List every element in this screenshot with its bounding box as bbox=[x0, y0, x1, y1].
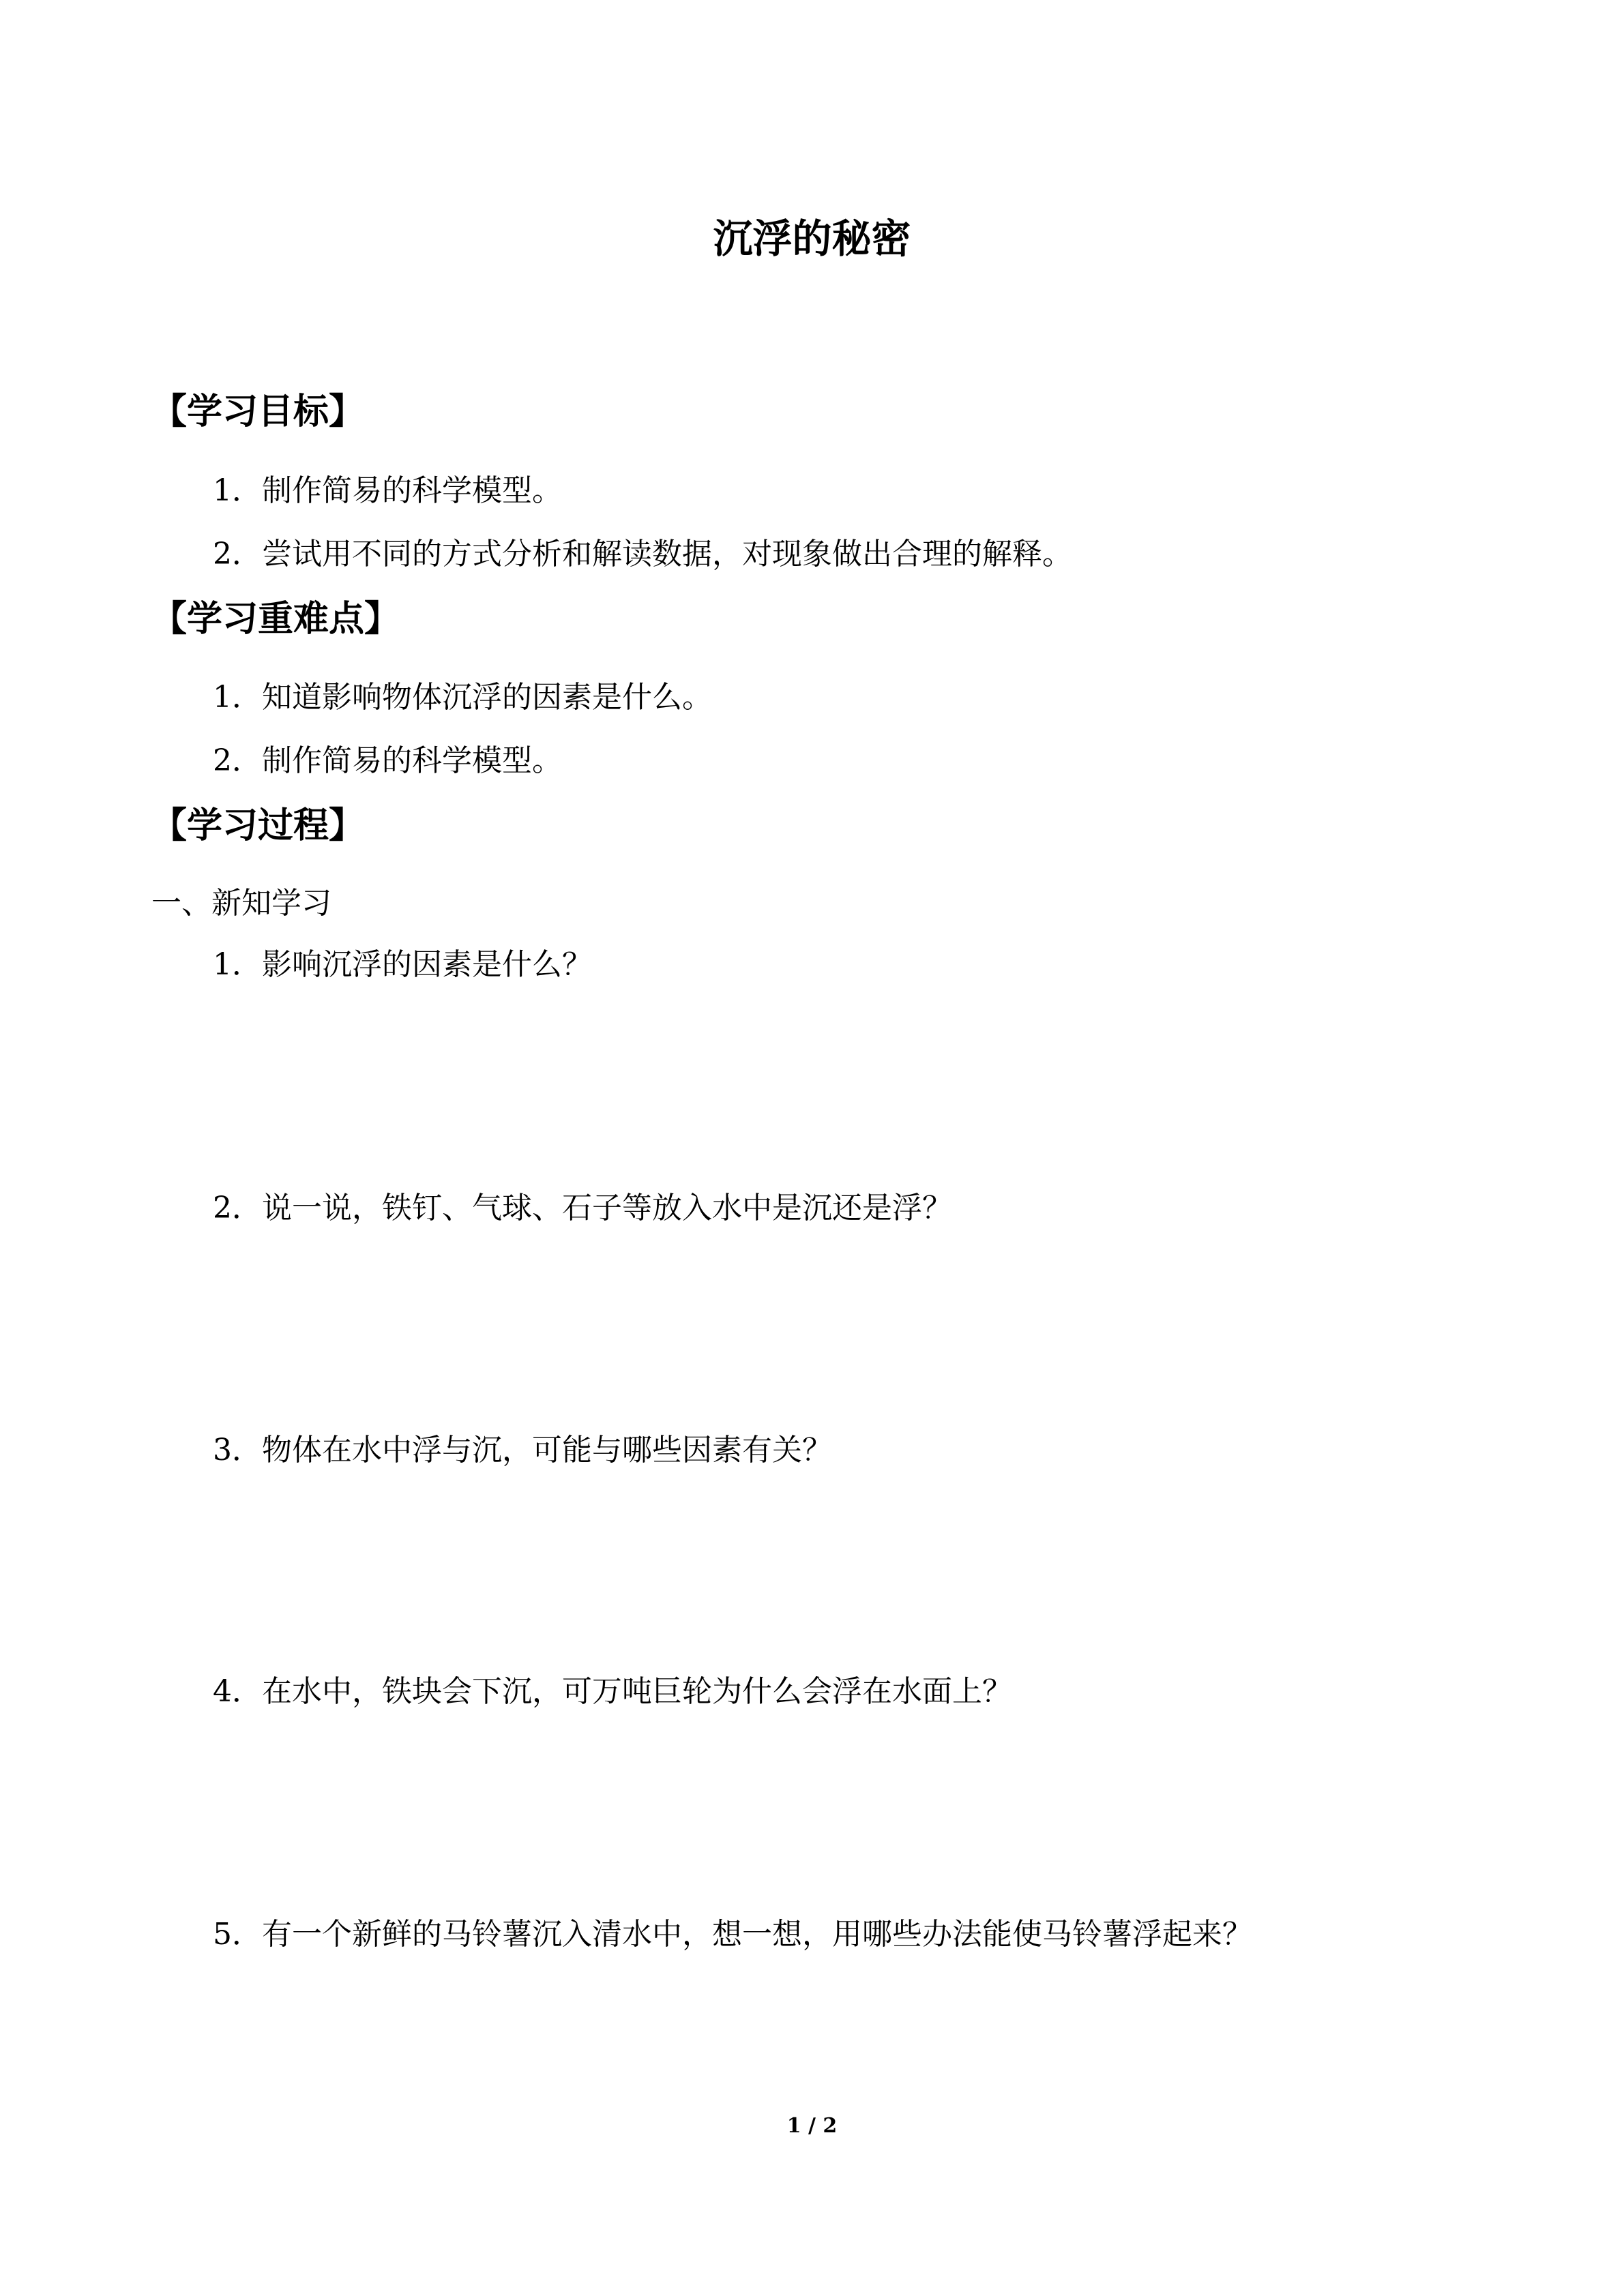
objective-item-2: 2．尝试用不同的方式分析和解读数据，对现象做出合理的解释。 bbox=[213, 537, 1072, 571]
document-title: 沉浮的秘密 bbox=[713, 215, 911, 262]
question-2: 2．说一说，铁钉、气球、石子等放入水中是沉还是浮？ bbox=[213, 1191, 952, 1225]
objective-item-1: 1．制作简易的科学模型。 bbox=[213, 473, 562, 508]
question-4: 4．在水中，铁块会下沉，可万吨巨轮为什么会浮在水面上？ bbox=[213, 1674, 1012, 1709]
section-title: 一、新知学习 bbox=[151, 886, 331, 921]
objectives-heading: 【学习目标】 bbox=[151, 391, 365, 432]
key-point-item-1: 1．知道影响物体沉浮的因素是什么。 bbox=[213, 680, 712, 715]
key-points-heading: 【学习重难点】 bbox=[151, 599, 400, 640]
question-3: 3．物体在水中浮与沉，可能与哪些因素有关？ bbox=[213, 1433, 832, 1467]
question-5: 5．有一个新鲜的马铃薯沉入清水中，想一想，用哪些办法能使马铃薯浮起来？ bbox=[213, 1917, 1252, 1952]
page-number: 1 / 2 bbox=[786, 2114, 838, 2138]
key-point-item-2: 2．制作简易的科学模型。 bbox=[213, 743, 562, 778]
question-1: 1．影响沉浮的因素是什么？ bbox=[213, 947, 592, 982]
process-heading: 【学习过程】 bbox=[151, 805, 365, 846]
